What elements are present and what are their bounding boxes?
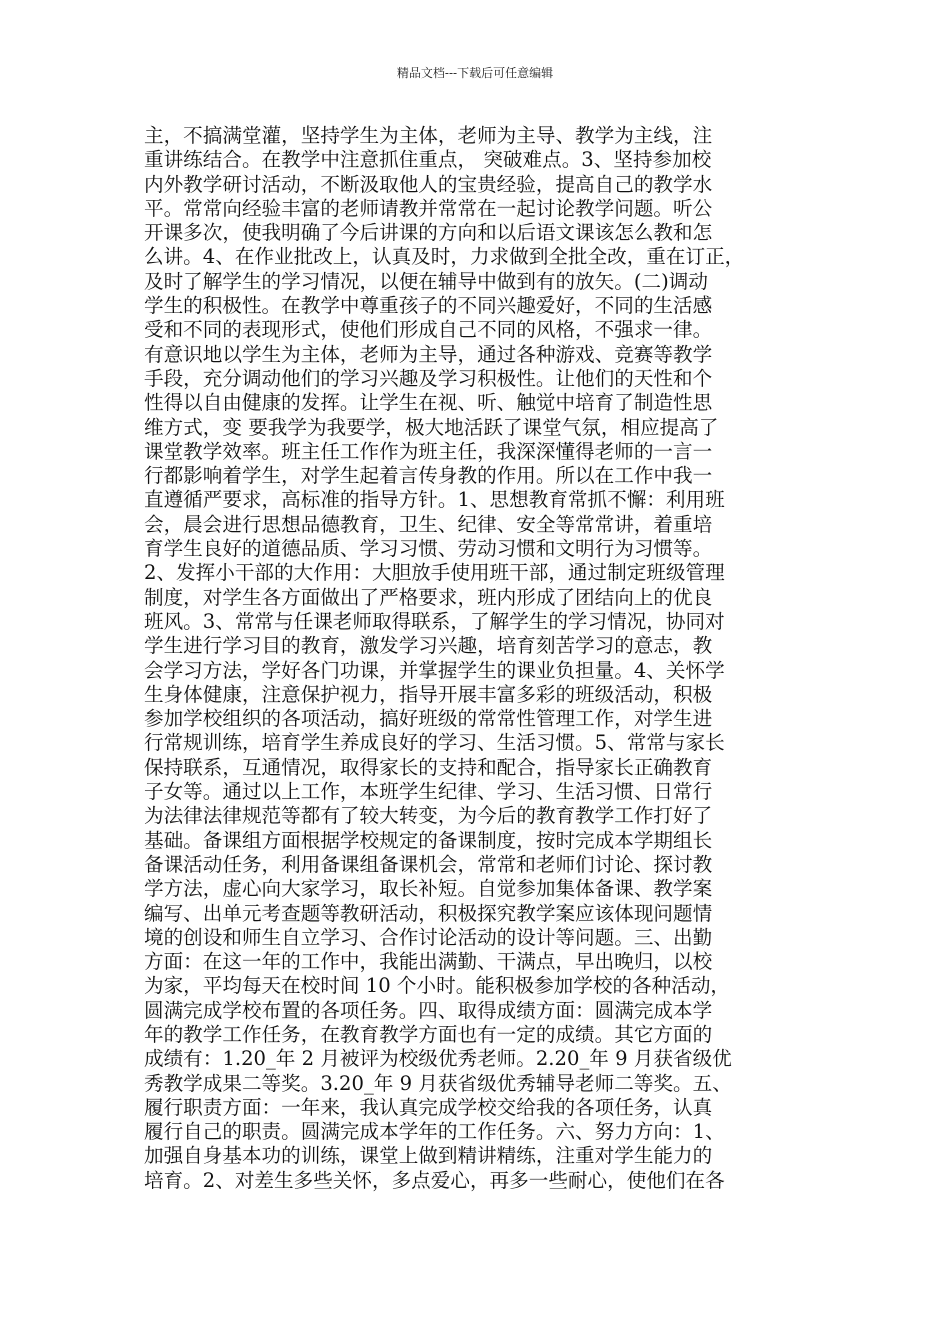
text-line: 会学习方法，学好各门功课，并掌握学生的课业负担量。4、关怀学 xyxy=(144,658,725,682)
text-line: 内外教学研讨活动，不断汲取他人的宝贵经验，提高自己的教学水 xyxy=(144,172,713,196)
text-line: 备课活动任务，利用备课组备课机会，常常和老师们讨论、探讨教 xyxy=(144,852,713,876)
text-line: 会，晨会进行思想品德教育，卫生、纪律、安全等常常讲，着重培 xyxy=(144,512,713,536)
text-line: 开课多次，使我明确了今后讲课的方向和以后语文课该怎么教和怎 xyxy=(144,221,713,245)
text-line: 制度，对学生各方面做出了严格要求，班内形成了团结向上的优良 xyxy=(144,585,713,609)
text-line: 成绩有：1.20_年 2 月被评为校级优秀老师。2.20_年 9 月获省级优 xyxy=(144,1047,732,1071)
text-line: 圆满完成学校布置的各项任务。四、取得成绩方面：圆满完成本学 xyxy=(144,998,713,1022)
text-line: 平。常常向经验丰富的老师请教并常常在一起讨论教学问题。听公 xyxy=(144,196,713,220)
text-line: 受和不同的表现形式，使他们形成自己不同的风格，不强求一律。 xyxy=(144,318,713,342)
page-header: 精品文档---下载后可任意编辑 xyxy=(396,66,554,80)
text-line: 基础。备课组方面根据学校规定的备课制度，按时完成本学期组长 xyxy=(144,828,713,852)
text-line: 2、发挥小干部的大作用：大胆放手使用班干部，通过制定班级管理 xyxy=(144,561,725,585)
text-line: 培育。2、对差生多些关怀，多点爱心，再多一些耐心，使他们在各 xyxy=(144,1168,725,1192)
text-line: 子女等。通过以上工作，本班学生纪律、学习、生活习惯、日常行 xyxy=(144,780,713,804)
text-line: 行都影响着学生，对学生起着言传身教的作用。所以在工作中我一 xyxy=(144,464,713,488)
text-line: 保持联系，互通情况，取得家长的支持和配合，指导家长正确教育 xyxy=(144,755,713,779)
text-line: 重讲练结合。在教学中注意抓住重点， 突破难点。3、坚持参加校 xyxy=(144,148,712,172)
text-line: 为家，平均每天在校时间 10 个小时。能积极参加学校的各种活动， xyxy=(144,974,731,998)
text-line: 学方法，虚心向大家学习，取长补短。自觉参加集体备课、教学案 xyxy=(144,877,713,901)
text-line: 行常规训练，培育学生养成良好的学习、生活习惯。5、常常与家长 xyxy=(144,731,725,755)
text-line: 学生的积极性。在教学中尊重孩子的不同兴趣爱好，不同的生活感 xyxy=(144,294,713,318)
text-line: 编写、出单元考查题等教研活动，积极探究教学案应该体现问题情 xyxy=(144,901,713,925)
body-text xyxy=(144,124,816,1193)
text-line: 么讲。4、在作业批改上，认真及时，力求做到全批全改，重在订正， xyxy=(144,245,745,269)
text-line: 秀教学成果二等奖。3.20_年 9 月获省级优秀辅导老师二等奖。五、 xyxy=(144,1071,732,1095)
text-line: 为法律法律规范等都有了较大转变，为今后的教育教学工作打好了 xyxy=(144,804,713,828)
text-line: 课堂教学效率。班主任工作作为班主任，我深深懂得老师的一言一 xyxy=(144,439,713,463)
text-line: 有意识地以学生为主体，老师为主导，通过各种游戏、竞赛等教学 xyxy=(144,342,713,366)
text-line: 班风。3、常常与任课老师取得联系，了解学生的学习情况，协同对 xyxy=(144,609,725,633)
text-line: 履行自己的职责。圆满完成本学年的工作任务。六、努力方向：1、 xyxy=(144,1120,725,1144)
text-line: 加强自身基本功的训练，课堂上做到精讲精练，注重对学生能力的 xyxy=(144,1144,713,1168)
text-line: 直遵循严要求，高标准的指导方针。1、思想教育常抓不懈：利用班 xyxy=(144,488,725,512)
text-line: 履行职责方面：一年来，我认真完成学校交给我的各项任务，认真 xyxy=(144,1095,713,1119)
text-line: 境的创设和师生自立学习、合作讨论活动的设计等问题。三、出勤 xyxy=(144,925,713,949)
text-line: 主，不搞满堂灌，坚持学生为主体，老师为主导、教学为主线，注 xyxy=(144,124,713,147)
text-line: 生身体健康，注意保护视力，指导开展丰富多彩的班级活动，积极 xyxy=(144,682,713,706)
text-line: 方面：在这一年的工作中，我能出满勤、干满点，早出晚归，以校 xyxy=(144,950,713,974)
text-line: 维方式，变 要我学为我要学，极大地活跃了课堂气氛，相应提高了 xyxy=(144,415,719,439)
text-line: 及时了解学生的学习情况，以便在辅导中做到有的放矢。(二)调动 xyxy=(144,269,708,293)
text-line: 育学生良好的道德品质、学习习惯、劳动习惯和文明行为习惯等。 xyxy=(144,537,713,561)
text-line: 参加学校组织的各项活动，搞好班级的常常性管理工作，对学生进 xyxy=(144,707,713,731)
text-line: 手段，充分调动他们的学习兴趣及学习积极性。让他们的天性和个 xyxy=(144,366,713,390)
text-line: 年的教学工作任务，在教育教学方面也有一定的成绩。其它方面的 xyxy=(144,1022,713,1046)
text-line: 学生进行学习目的教育，激发学习兴趣，培育刻苦学习的意志，教 xyxy=(144,634,713,658)
text-line: 性得以自由健康的发挥。让学生在视、听、触觉中培育了制造性思 xyxy=(144,391,713,415)
